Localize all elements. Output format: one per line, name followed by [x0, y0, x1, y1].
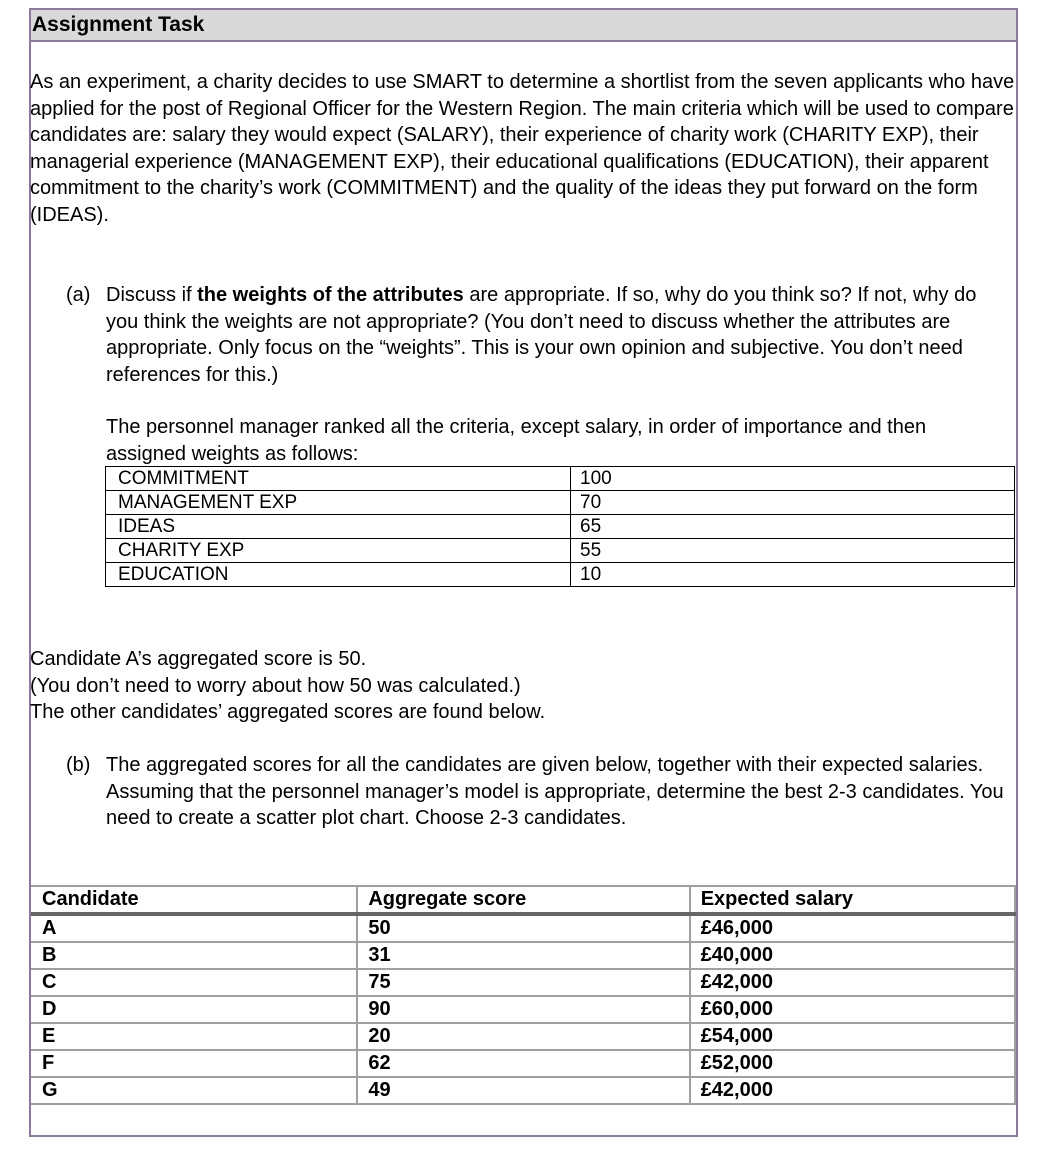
part-a-label: (a)	[66, 284, 91, 306]
table-cell: 90	[357, 996, 689, 1023]
part-a-post: are appropriate. If so, why do you think so? If not, why do you think the weights are not appropriate? (You don’t need to discuss whether the attributes are appropriate. Only focus on the “weights”. This is your own opinion and subjective. You don’t need references for this.)	[106, 284, 977, 386]
table-cell: £54,000	[690, 1023, 1015, 1050]
criterion-name: CHARITY EXP	[106, 539, 571, 563]
part-b-label: (b)	[66, 754, 91, 776]
table-row	[31, 1077, 1015, 1104]
table-cell: B	[31, 942, 357, 969]
page-title: Assignment Task	[31, 10, 1016, 42]
weights-row	[106, 563, 1015, 587]
candidates-table	[31, 885, 1016, 1105]
table-cell: £46,000	[690, 914, 1015, 942]
table-cell: A	[31, 914, 357, 942]
column-header: Aggregate score	[357, 886, 689, 914]
part-a-bold: the weights of the attributes	[197, 284, 464, 306]
table-cell: D	[31, 996, 357, 1023]
weights-row	[106, 467, 1015, 491]
table-cell: F	[31, 1050, 357, 1077]
table-cell: £60,000	[690, 996, 1015, 1023]
criterion-name: EDUCATION	[106, 563, 571, 587]
weight-value: 70	[571, 491, 1015, 515]
table-cell: 62	[357, 1050, 689, 1077]
table-cell: £52,000	[690, 1050, 1015, 1077]
note-others: The other candidates’ aggregated scores are found below.	[30, 701, 546, 723]
table-cell: G	[31, 1077, 357, 1104]
weights-intro: The personnel manager ranked all the criteria, except salary, in order of importance and then assigned weights as follows:	[106, 416, 927, 465]
note-calculation: (You don’t need to worry about how 50 was calculated.)	[30, 675, 521, 697]
table-cell: 49	[357, 1077, 689, 1104]
part-b-text: The aggregated scores for all the candidates are given below, together with their expected salaries. Assuming that the personnel manager’s model is appropriate, determine the best 2-3 candidates. You need to create a scatter plot chart. Choose 2-3 candidates.	[106, 754, 1004, 829]
table-cell: 50	[357, 914, 689, 942]
table-row	[31, 1023, 1015, 1050]
intro-paragraph: As an experiment, a charity decides to use SMART to determine a shortlist from the seven applicants who have applied for the post of Regional Officer for the Western Region. The main criteria which will be used to compare candidates are: salary they would expect (SALARY), their experience of charity work (CHARITY EXP), their managerial experience (MANAGEMENT EXP), their educational qualifications (EDUCATION), their apparent commitment to the charity’s work (COMMITMENT) and the quality of the ideas they put forward on the form (IDEAS).	[30, 71, 1015, 226]
weight-value: 55	[571, 539, 1015, 563]
table-row	[31, 914, 1015, 942]
weight-value: 100	[571, 467, 1015, 491]
table-cell: 20	[357, 1023, 689, 1050]
table-row	[31, 969, 1015, 996]
weight-value: 65	[571, 515, 1015, 539]
table-cell: £40,000	[690, 942, 1015, 969]
weight-value: 10	[571, 563, 1015, 587]
weights-row	[106, 515, 1015, 539]
table-row	[31, 1050, 1015, 1077]
table-cell: E	[31, 1023, 357, 1050]
weights-row	[106, 539, 1015, 563]
column-header: Expected salary	[690, 886, 1015, 914]
criterion-name: IDEAS	[106, 515, 571, 539]
table-cell: C	[31, 969, 357, 996]
criterion-name: COMMITMENT	[106, 467, 571, 491]
table-row	[31, 996, 1015, 1023]
table-cell: £42,000	[690, 1077, 1015, 1104]
criterion-name: MANAGEMENT EXP	[106, 491, 571, 515]
table-cell: 75	[357, 969, 689, 996]
note-score-a: Candidate A’s aggregated score is 50.	[30, 648, 367, 670]
table-cell: £42,000	[690, 969, 1015, 996]
part-a-pre: Discuss if	[106, 284, 198, 306]
part-a-text	[106, 282, 1006, 388]
column-header: Candidate	[31, 886, 357, 914]
table-cell: 31	[357, 942, 689, 969]
weights-table	[105, 466, 1015, 587]
table-row	[31, 942, 1015, 969]
weights-row	[106, 491, 1015, 515]
